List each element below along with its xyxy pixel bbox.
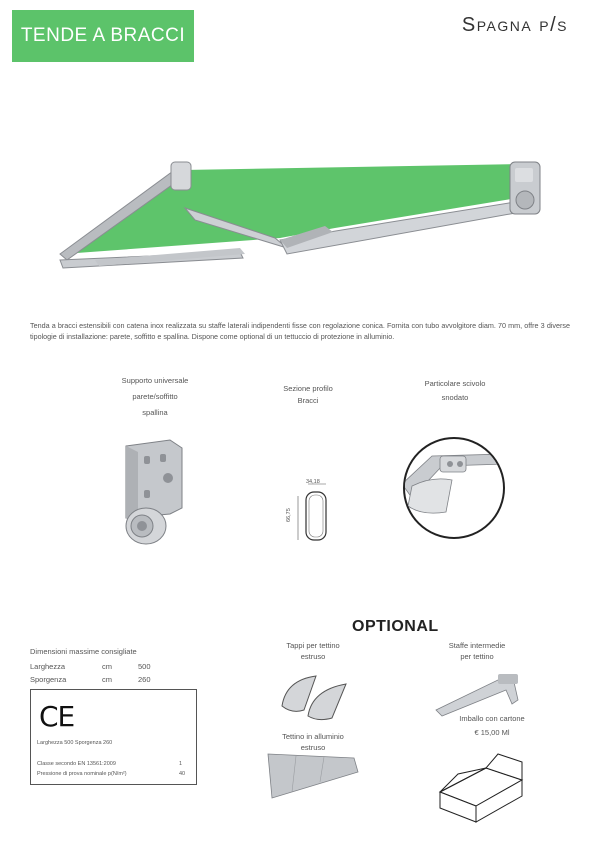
- profile-width-label: 34,18: [306, 479, 320, 485]
- end-caps-caption: [264, 640, 362, 662]
- ce-class-value: 1: [179, 761, 183, 767]
- profile-caption: [268, 383, 348, 407]
- profile-caption-line2: Bracci: [297, 396, 319, 405]
- packaging-price: € 15,00 Ml: [474, 728, 510, 737]
- support-caption-line1: Supporto universale: [121, 376, 189, 385]
- packaging-caption: [440, 712, 544, 740]
- category-title: TENDE A BRACCI: [20, 25, 186, 46]
- ce-pressure-value: 40: [179, 771, 186, 777]
- brackets-caption-line1: Staffe intermedie: [448, 641, 506, 650]
- profile-caption-line1: Sezione profilo: [283, 384, 333, 393]
- support-caption-line3: spallina: [142, 408, 168, 417]
- roof-caption-line1: Tettino in alluminio: [282, 732, 344, 741]
- packaging-caption-line1: Imballo con cartone: [459, 714, 525, 723]
- dimension-value: 260: [138, 675, 151, 684]
- joint-caption-line2: snodato: [441, 393, 469, 402]
- roof-caption-line2: estruso: [300, 743, 326, 752]
- cardboard-box-image: [436, 748, 526, 824]
- dimension-unit: cm: [102, 662, 112, 671]
- joint-caption: [400, 377, 510, 405]
- profile-section-drawing: [288, 478, 338, 546]
- ce-label-box: [30, 689, 197, 785]
- joint-detail-image: [402, 436, 506, 540]
- support-caption-line2: parete/soffitto: [132, 392, 178, 401]
- dimension-value: 500: [138, 662, 151, 671]
- ce-sizes: Larghezza 500 Sporgenza 260: [37, 740, 113, 746]
- ce-mark: CE: [39, 700, 75, 733]
- end-caps-caption-line1: Tappi per tettino: [286, 641, 340, 650]
- dimension-unit: cm: [102, 675, 112, 684]
- ce-class-label: Classe secondo EN 13561:2009: [37, 761, 116, 767]
- optional-heading: OPTIONAL: [352, 618, 439, 635]
- universal-support-image: [118, 438, 190, 550]
- dimension-label: Larghezza: [30, 662, 66, 671]
- joint-caption-line1: Particolare scivolo: [424, 379, 486, 388]
- category-title-badge: [12, 10, 194, 62]
- aluminium-roof-image: [266, 752, 360, 800]
- ce-pressure-label: Pressione di prova nominale p(N/m²): [37, 771, 127, 777]
- profile-height-label: 66,75: [286, 508, 292, 522]
- end-caps-caption-line2: estruso: [300, 652, 326, 661]
- brackets-caption: [430, 640, 524, 662]
- intermediate-brackets-image: [432, 670, 526, 718]
- awning-illustration: [55, 150, 555, 280]
- model-name: Spagna p/s: [461, 14, 568, 36]
- brackets-caption-line2: per tettino: [460, 652, 494, 661]
- support-caption: [100, 374, 210, 420]
- dimensions-title: Dimensioni massime consigliate: [30, 647, 137, 656]
- product-description: Tenda a bracci estensibili con catena inox realizzata su staffe laterali indipendenti fisse con regolazione conica. Fornita con tubo avvolgitore diam. 70 mm, offre 3 diverse tipologie di installazione: parete, soffitto e spallina. Dispone come optional di un tettuccio di protezione in alluminio.: [30, 321, 570, 341]
- end-caps-image: [276, 672, 352, 722]
- roof-caption: [266, 731, 360, 753]
- dimension-label: Sporgenza: [30, 675, 67, 684]
